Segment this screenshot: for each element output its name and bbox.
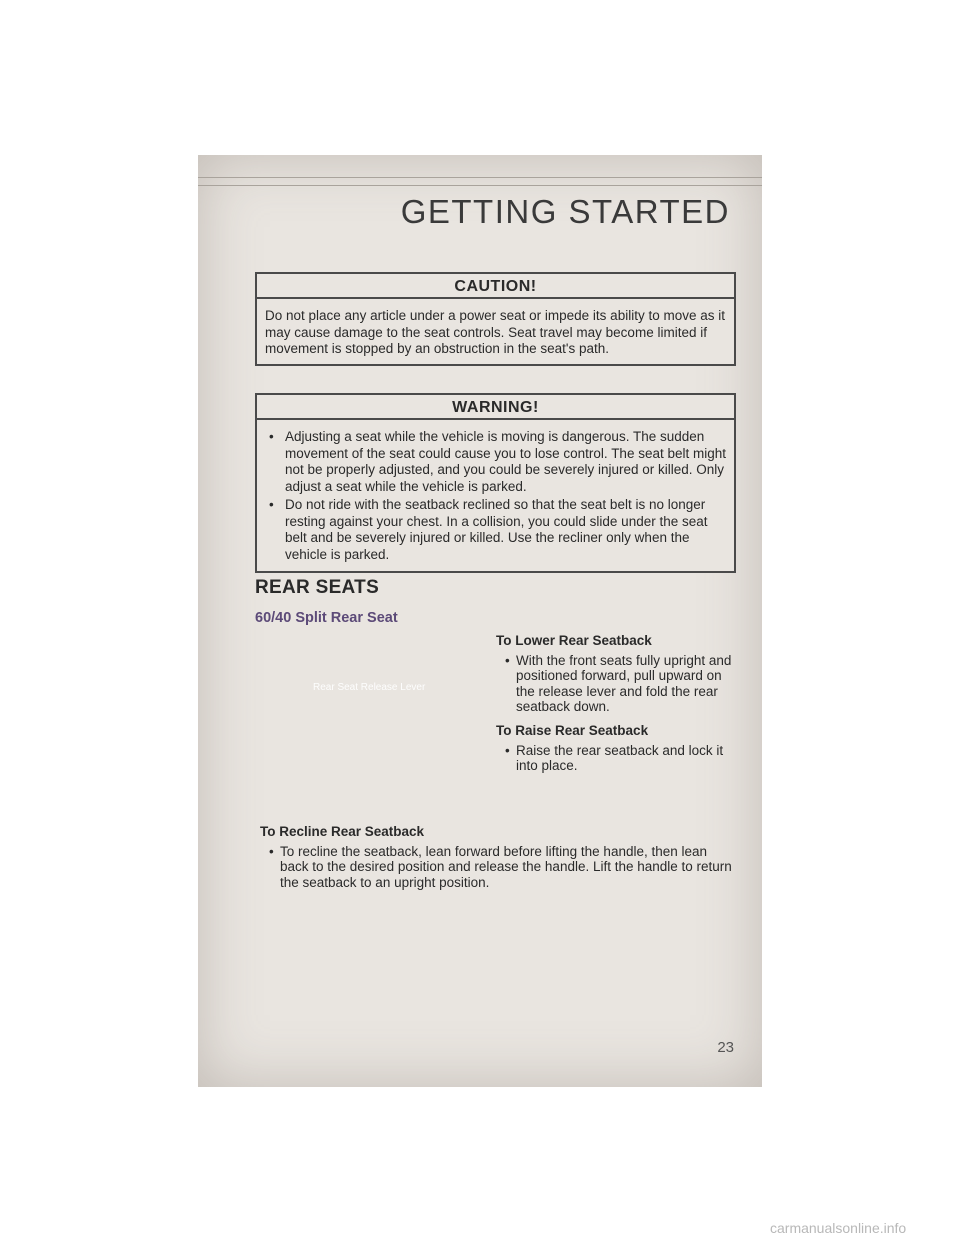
warning-item: • Do not ride with the seatback reclined so that the seat belt is no longer resting against your chest. In a collision, you could slide under the seat belt and be severely injured or killed. Use the recliner only when the vehicle is parked. bbox=[265, 497, 728, 563]
top-rule bbox=[198, 177, 762, 178]
lower-procedure bbox=[496, 633, 734, 715]
lower-step: • With the front seats fully upright and positioned forward, pull upward on the release lever and fold the rear seatback down. bbox=[496, 653, 734, 715]
raise-procedure bbox=[496, 723, 734, 774]
raise-step: • Raise the rear seatback and lock it into place. bbox=[496, 743, 734, 774]
section-title: GETTING STARTED bbox=[400, 193, 730, 230]
warning-item: • Adjusting a seat while the vehicle is moving is dangerous. The sudden movement of the seat could cause you to lose control. The seat belt might not be properly adjusted, and you could be severely injured or killed. Only adjust a seat while the vehicle is parked. bbox=[265, 429, 728, 495]
recline-procedure bbox=[260, 824, 732, 890]
raise-title: To Raise Rear Seatback bbox=[496, 723, 649, 738]
recline-title: To Recline Rear Seatback bbox=[260, 824, 425, 839]
split-seat-subheading: 60/40 Split Rear Seat bbox=[255, 610, 398, 626]
caution-text: Do not place any article under a power seat or impede its ability to move as it may cause damage to the seat controls. Seat travel may become limited if movement is stopped by an obstruction in the seat's path. bbox=[265, 308, 725, 356]
manual-page bbox=[198, 155, 762, 1087]
lower-title: To Lower Rear Seatback bbox=[496, 633, 652, 648]
warning-title: WARNING! bbox=[257, 395, 734, 420]
top-rule-secondary bbox=[198, 185, 762, 186]
caution-box bbox=[255, 272, 736, 366]
warning-list bbox=[265, 429, 728, 563]
watermark: carmanualsonline.info bbox=[770, 1220, 907, 1236]
caution-title: CAUTION! bbox=[257, 274, 734, 299]
rear-seats-heading: REAR SEATS bbox=[255, 577, 380, 598]
recline-step: • To recline the seatback, lean forward before lifting the handle, then lean back to the desired position and release the handle. Lift the handle to return the seatback to an upright position. bbox=[260, 844, 732, 891]
warning-box bbox=[255, 393, 736, 573]
page-number: 23 bbox=[717, 1039, 734, 1056]
release-lever-label: Rear Seat Release Lever bbox=[313, 682, 426, 693]
rear-seat-figure bbox=[255, 632, 483, 797]
